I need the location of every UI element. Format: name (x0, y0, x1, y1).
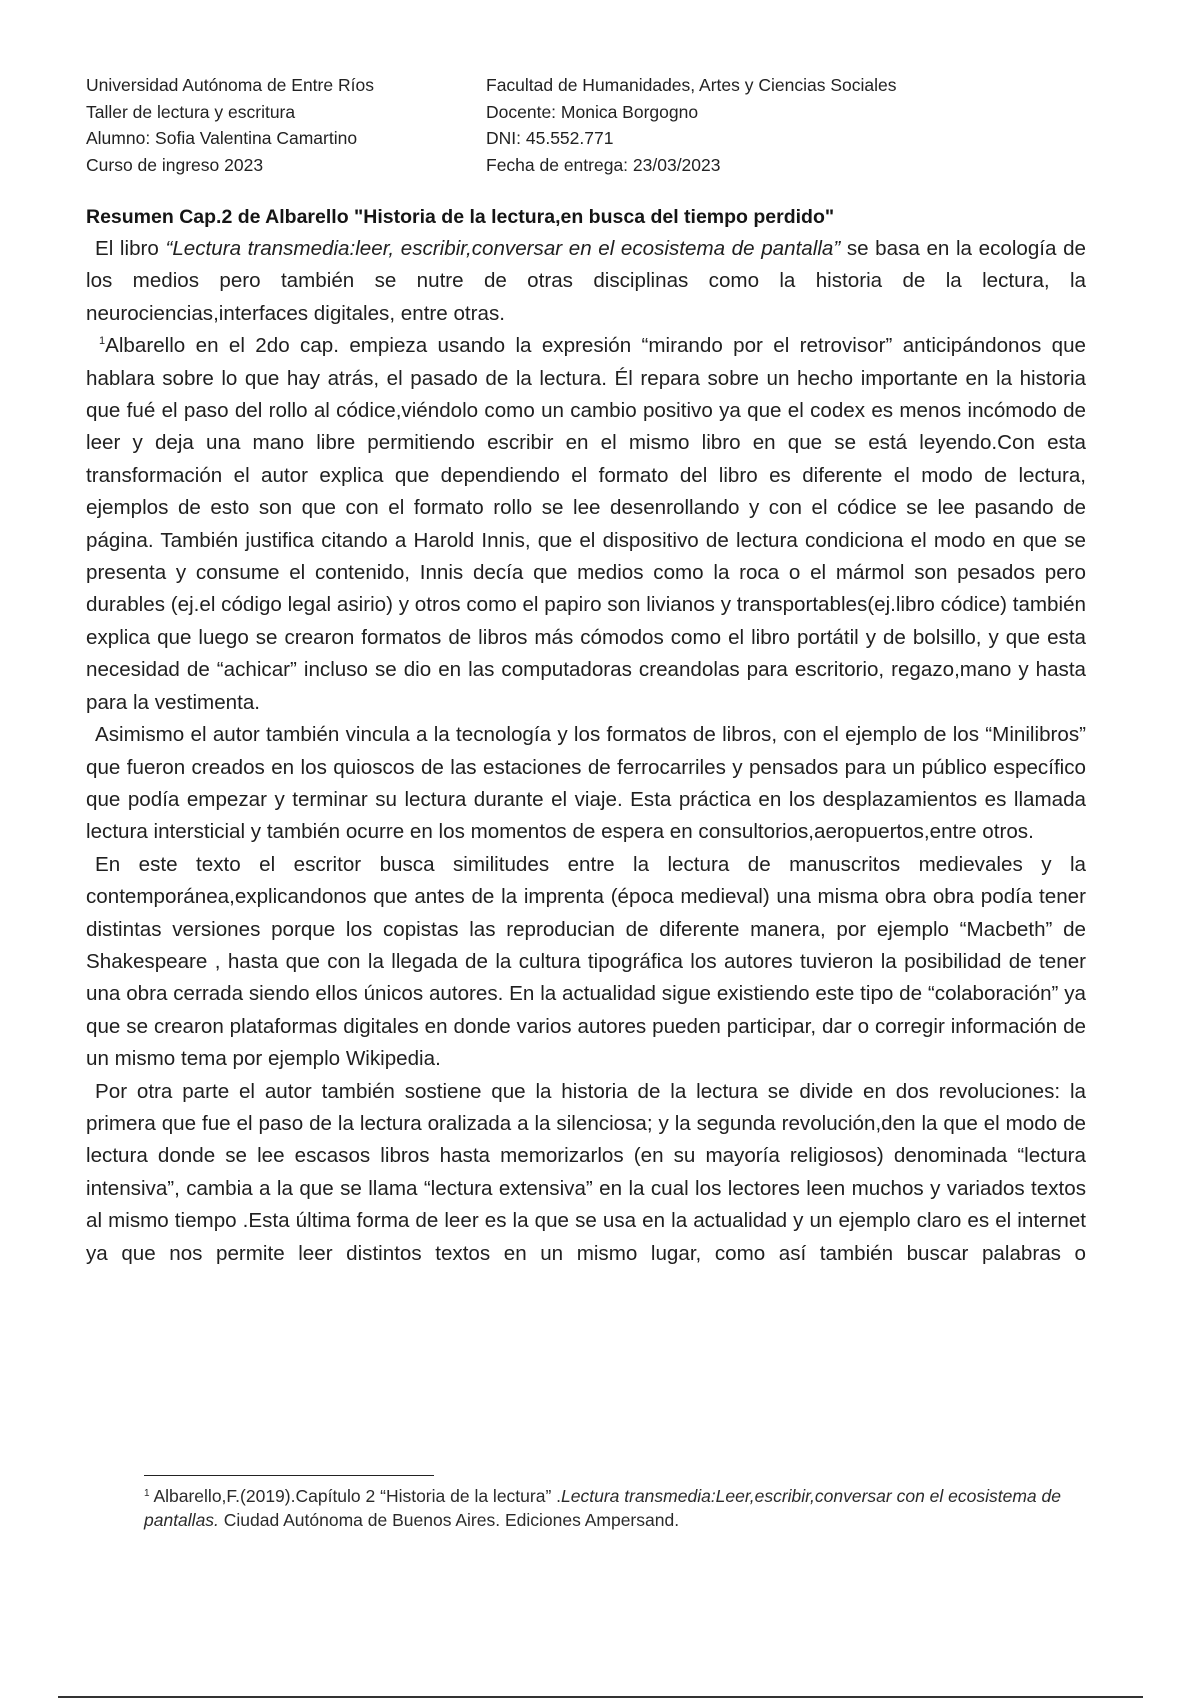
faculty-name: Facultad de Humanidades, Artes y Ciencias Sociales (486, 75, 897, 95)
header-row-3 (86, 125, 1146, 152)
footnote-citation: Albarello,F.(2019).Capítulo 2 “Historia de la lectura” . (149, 1486, 562, 1506)
document-title: Resumen Cap.2 de Albarello "Historia de la lectura,en busca del tiempo perdido" (86, 206, 835, 228)
header-row-1 (86, 72, 1146, 99)
footnote-book-title: Lectura transmedia:Leer,escribir,conversar con el ecosistema de pantallas. (144, 1486, 1061, 1530)
student-dni: DNI: 45.552.771 (486, 128, 614, 148)
document-body (86, 233, 1086, 1270)
book-title: “Lectura transmedia:leer, escribir,conversar en el ecosistema de pantalla” (165, 237, 841, 260)
header-row-4 (86, 152, 1146, 179)
paragraph-3: Asimismo el autor también vincula a la tecnología y los formatos de libros, con el ejemplo de los “Minilibros” que fueron creados en los quioscos de las estaciones de ferrocarriles y pensados para un público específico que podía empezar y terminar su lectura durante el viaje. Esta práctica en los desplazamientos es llamada lectura intersticial y también ocurre en los momentos de espera en consultorios,aeropuertos,entre otros. (86, 723, 1086, 844)
footnote-reference: 1 (99, 335, 106, 348)
course-name: Taller de lectura y escritura (86, 101, 296, 122)
footnote-publisher: Ciudad Autónoma de Buenos Aires. Ediciones Ampersand. (218, 1510, 680, 1530)
due-date: Fecha de entrega: 23/03/2023 (486, 154, 721, 175)
student-name: Alumno: Sofia Valentina Camartino (86, 128, 358, 148)
paragraph-1 (86, 233, 1086, 330)
paragraph-4: En este texto el escritor busca similitudes entre la lectura de manuscritos medievales y la contemporánea,explicandonos que antes de la imprenta (época medieval) una misma obra obra podía tener distintas versiones porque los copistas las reproducian de diferente manera, por ejemplo “Macbeth” de Shakespeare , hasta que con la llegada de la cultura tipográfica los autores tuvieron la posibilidad de tener una obra cerrada siendo ellos únicos autores. En la actualidad sigue existiendo este tipo de “colaboración” ya que se crearon plataformas digitales en donde varios autores pueden participar, dar o corregir información de un mismo tema por ejemplo Wikipedia. (86, 852, 1086, 1071)
document-header (86, 72, 1146, 178)
footnote (144, 1484, 1064, 1532)
paragraph-2 (86, 330, 1086, 719)
paragraph-1-text: se basa en la ecología de los medios pero también se nutre de otras disciplinas como la historia de la lectura, la neurociencias,interfaces digitales, entre otras. (86, 237, 1086, 325)
paragraph-1-lead: El libro (95, 237, 166, 260)
footnote-separator (144, 1475, 434, 1476)
paragraph-2-text: Albarello en el 2do cap. empieza usando la expresión “mirando por el retrovisor” anticipándonos que hablara sobre lo que hay atrás, el pasado de la lectura. Él repara sobre un hecho importante en la historia que fué el paso del rollo al códice,viéndolo como un cambio positivo ya que el codex es menos incómodo de leer y deja una mano libre permitiendo escribir en el mismo libro en que se está leyendo.Con esta transformación el autor explica que dependiendo el formato del libro es diferente el modo de lectura, ejemplos de esto son que con el formato rollo se lee desenrollando y con el códice se lee pasando de página. También justifica citando a Harold Innis, que el dispositivo de lectura condiciona el modo en que se presenta y consume el contenido, Innis decía que medios como la roca o el mármol son pesados pero durables (ej.el código legal asirio) y otros como el papiro son livianos y transportables(ej.libro códice) también explica que luego se crearon formatos de libros más cómodos como el libro portátil y de bolsillo, y que esta necesidad de “achicar” incluso se dio en las computadoras creandolas para escritorio, regazo,mano y hasta para la vestimenta. (86, 334, 1086, 714)
header-row-2 (86, 99, 1146, 126)
intake-course: Curso de ingreso 2023 (86, 154, 264, 175)
paragraph-5: Por otra parte el autor también sostiene que la historia de la lectura se divide en dos revoluciones: la primera que fue el paso de la lectura oralizada a la silenciosa; y la segunda revolución,den la que el modo de lectura donde se lee escasos libros hasta memorizarlos (en su mayoría religiosos) denominada “lectura intensiva”, cambia a la que se llama “lectura extensiva” en la cual los lectores leen muchos y variados textos al mismo tiempo .Esta última forma de leer es la que se usa en la actualidad y un ejemplo claro es el internet ya que nos permite leer distintos textos en un mismo lugar, como así también buscar palabras o (86, 1079, 1086, 1265)
footnote-mark: 1 (144, 1488, 150, 1499)
university-name: Universidad Autónoma de Entre Ríos (86, 75, 374, 95)
page-bottom-edge (58, 1696, 1143, 1698)
teacher-name: Docente: Monica Borgogno (486, 101, 699, 122)
